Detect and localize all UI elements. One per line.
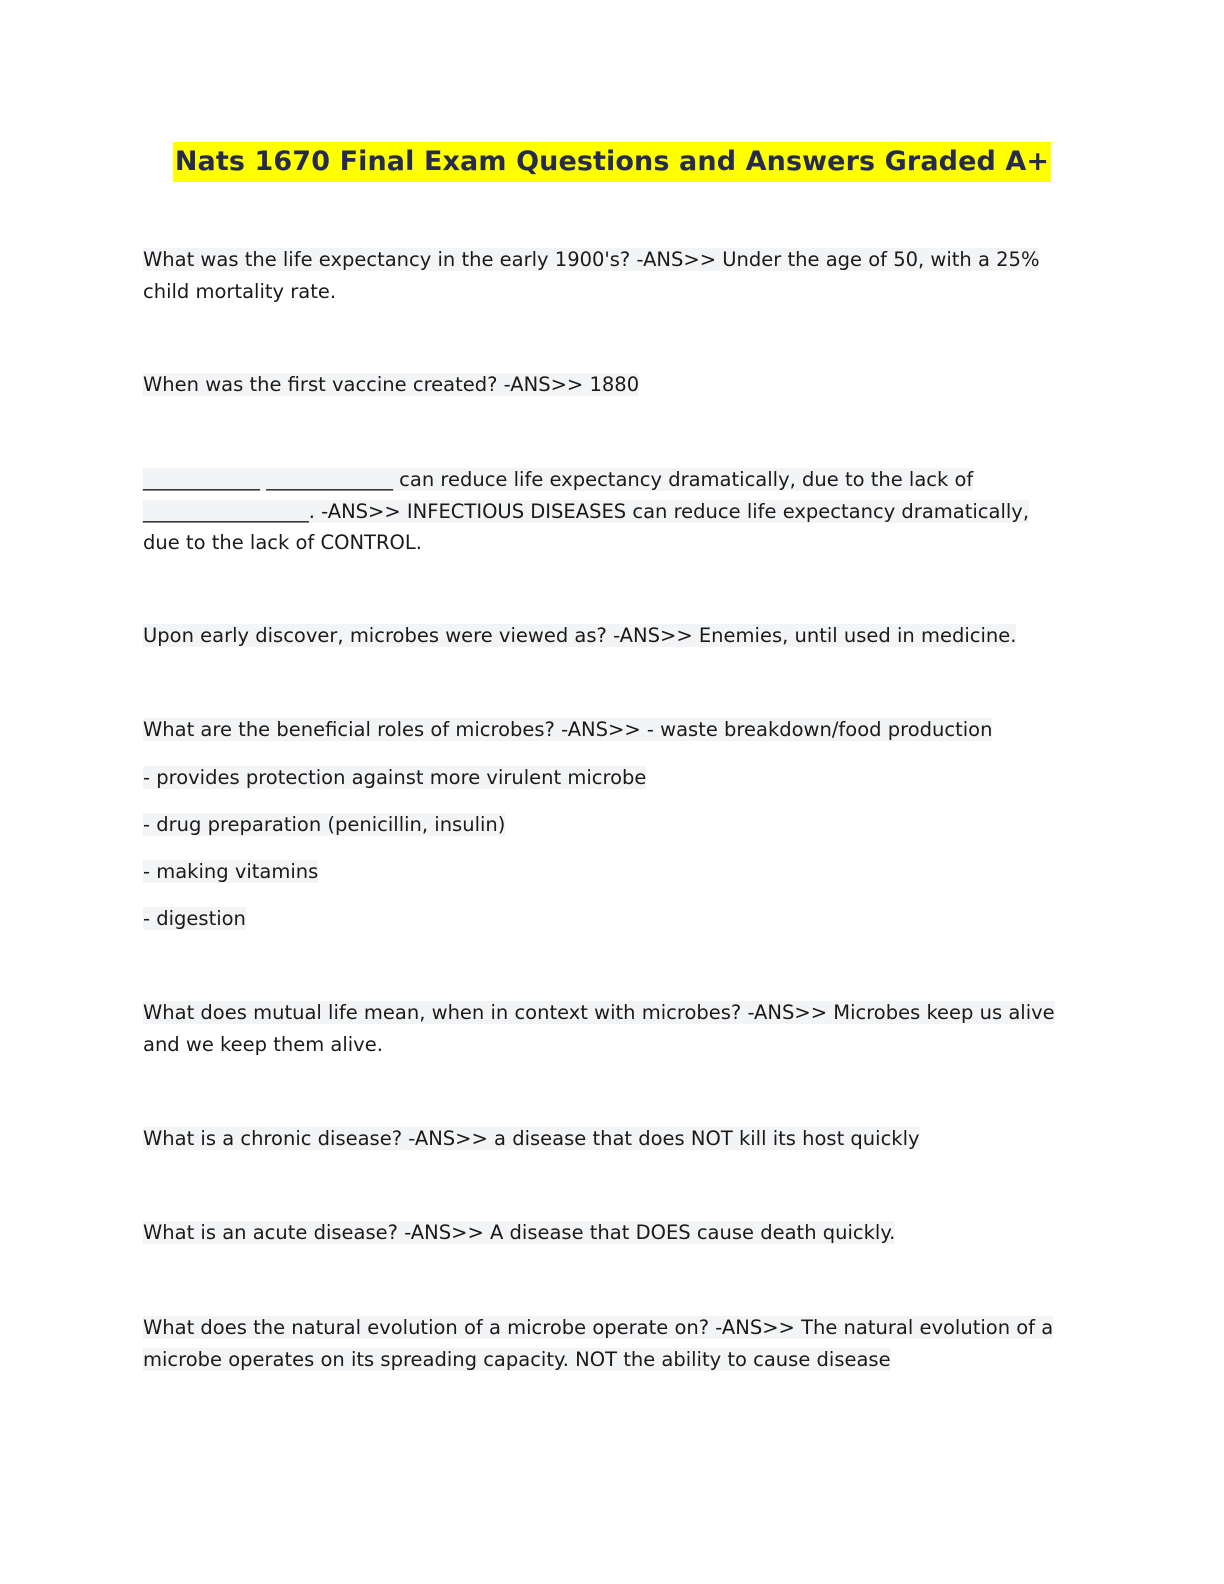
- qa-item-mutual-life: [143, 997, 1055, 1060]
- bullet-item: [143, 856, 1055, 888]
- qa-line: What was the life expectancy in the early 1900's? -ANS>> Under the age of 50, with a 25%: [143, 248, 1040, 271]
- qa-line: child mortality rate.: [143, 279, 337, 303]
- qa-line: _________________. -ANS>> INFECTIOUS DISEASES can reduce life expectancy dramatically,: [143, 499, 1030, 523]
- qa-line: What is an acute disease? -ANS>> A disease that DOES cause death quickly.: [143, 1221, 896, 1244]
- qa-line: What are the beneficial roles of microbes? -ANS>> - waste breakdown/food production: [143, 718, 993, 741]
- qa-item-microbes-viewed: [143, 620, 1055, 652]
- page-title: Nats 1670 Final Exam Questions and Answers Graded A+: [173, 142, 1051, 182]
- bullet-text: - making vitamins: [143, 860, 319, 883]
- qa-item-beneficial-roles: [143, 714, 1055, 746]
- bullet-item: [143, 903, 1055, 935]
- bullet-text: - drug preparation (penicillin, insulin): [143, 813, 506, 836]
- title-container: [0, 142, 1224, 182]
- qa-line: ____________ _____________ can reduce life expectancy dramatically, due to the lack of: [143, 468, 974, 491]
- qa-item-life-expectancy: [143, 244, 1055, 307]
- qa-item-first-vaccine: [143, 369, 1055, 401]
- qa-line: microbe operates on its spreading capacity. NOT the ability to cause disease: [143, 1347, 891, 1371]
- bullet-item: [143, 762, 1055, 794]
- qa-line: Upon early discover, microbes were viewed as? -ANS>> Enemies, until used in medicine.: [143, 624, 1017, 647]
- qa-line: and we keep them alive.: [143, 1032, 383, 1056]
- qa-item-infectious-diseases: [143, 464, 1055, 559]
- qa-item-acute-disease: [143, 1217, 1055, 1249]
- qa-line: What does the natural evolution of a microbe operate on? -ANS>> The natural evolution of a: [143, 1316, 1054, 1339]
- bullet-text: - provides protection against more virulent microbe: [143, 766, 647, 789]
- qa-item-natural-evolution: [143, 1312, 1055, 1375]
- bullet-text: - digestion: [143, 907, 246, 930]
- qa-line: When was the first vaccine created? -ANS>> 1880: [143, 373, 640, 396]
- qa-line: What is a chronic disease? -ANS>> a disease that does NOT kill its host quickly: [143, 1127, 920, 1150]
- qa-line: due to the lack of CONTROL.: [143, 531, 422, 554]
- qa-item-chronic-disease: [143, 1123, 1055, 1155]
- bullet-item: [143, 809, 1055, 841]
- qa-line: What does mutual life mean, when in context with microbes? -ANS>> Microbes keep us alive: [143, 1001, 1055, 1024]
